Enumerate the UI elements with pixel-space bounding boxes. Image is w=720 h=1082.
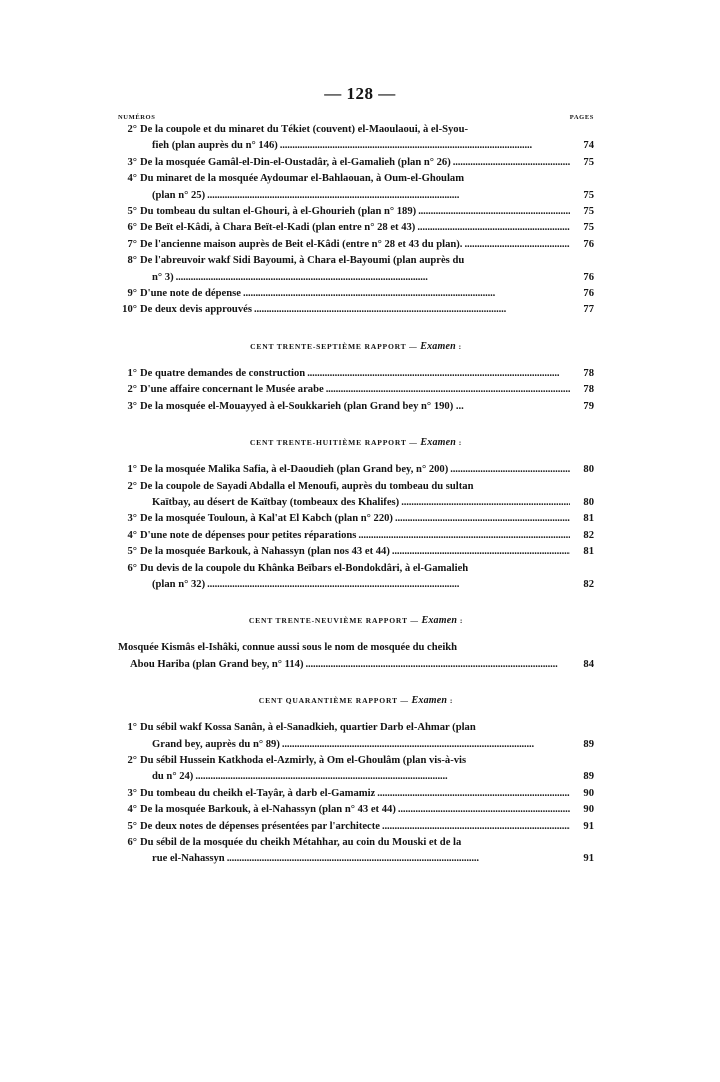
entry-page: 76 bbox=[583, 271, 594, 283]
section-heading-title: CENT QUARANTIÈME RAPPORT — bbox=[258, 696, 409, 706]
section-heading-title: CENT TRENTE-NEUVIÈME RAPPORT — bbox=[248, 616, 419, 626]
entry-page: 78 bbox=[583, 367, 594, 379]
entry-line bbox=[140, 138, 594, 154]
entry-text: De la mosquée el-Mouayyed à el-Soukkarieh (plan Grand bey n° 190) ... bbox=[140, 400, 464, 412]
entry-line bbox=[140, 122, 572, 138]
entry-text: De la coupole de Sayadi Abdalla el Menoufi, auprès du tombeau du sultan bbox=[140, 480, 474, 492]
entry-number: 3° bbox=[127, 156, 137, 168]
toc-entry bbox=[118, 382, 594, 398]
entry-text: Kaïtbay, au désert de Kaïtbay (tombeaux des Khalifes) bbox=[152, 496, 400, 508]
entry-line bbox=[140, 769, 594, 785]
toc-entry bbox=[118, 237, 594, 253]
entry-text: De la mosquée Touloun, à Kal'at El Kabch (plan n° 220) bbox=[140, 513, 393, 525]
entry-text: D'une note de dépenses pour petites réparations bbox=[140, 529, 357, 541]
entry-number: 10° bbox=[122, 304, 137, 316]
entry-text: De la coupole et du minaret du Tékiet (couvent) el-Maoulaoui, à el-Syou- bbox=[140, 124, 469, 135]
entry-number: 3° bbox=[127, 513, 137, 525]
entry-page: 84 bbox=[583, 658, 594, 670]
entry-line bbox=[140, 737, 594, 753]
toc-entry bbox=[118, 286, 594, 302]
entry-text: Grand bey, auprès du n° 89) bbox=[152, 738, 280, 750]
entry-line bbox=[140, 270, 594, 286]
section-heading bbox=[118, 341, 594, 352]
entry-line bbox=[140, 544, 594, 560]
entry-text: rue el-Nahassyn bbox=[152, 853, 225, 865]
entry-page: 75 bbox=[583, 206, 594, 218]
entry-number: 4° bbox=[127, 173, 137, 185]
entry-line bbox=[140, 835, 572, 851]
entry-text: Mosquée Kismâs el-Ishâki, connue aussi sous le nom de mosquée du cheikh bbox=[118, 642, 458, 654]
column-header-pages: PAGES bbox=[569, 114, 594, 121]
entry-number: 6° bbox=[127, 562, 137, 574]
entry-text: De deux notes de dépenses présentées par l'architecte bbox=[140, 820, 380, 832]
entry-page: 89 bbox=[583, 738, 594, 750]
entry-line bbox=[140, 204, 594, 220]
entry-line bbox=[140, 851, 594, 867]
entry-text: (plan n° 25) bbox=[152, 189, 206, 201]
toc-entry bbox=[118, 220, 594, 236]
entry-line bbox=[140, 495, 594, 511]
entry-line bbox=[140, 286, 594, 302]
table-of-contents bbox=[118, 122, 594, 868]
entry-line bbox=[118, 657, 594, 673]
entry-line bbox=[140, 802, 594, 818]
dot-leader bbox=[207, 188, 570, 204]
entry-line bbox=[140, 819, 594, 835]
toc-entry bbox=[118, 819, 594, 835]
entry-line bbox=[140, 753, 572, 769]
entry-page: 75 bbox=[583, 222, 594, 234]
entry-text: (plan n° 32) bbox=[152, 578, 206, 590]
entry-page: 77 bbox=[583, 304, 594, 316]
entry-line bbox=[140, 561, 572, 577]
entry-page: 76 bbox=[583, 288, 594, 300]
section-heading-exam: Examen bbox=[421, 615, 458, 627]
entry-page: 75 bbox=[583, 189, 594, 201]
entry-number: 2° bbox=[127, 124, 137, 135]
entry-page: 90 bbox=[583, 804, 594, 816]
dot-leader bbox=[207, 577, 570, 593]
entry-page: 75 bbox=[583, 156, 594, 168]
entry-text: Du tombeau du sultan el-Ghouri, à el-Ghourieh (plan n° 189) bbox=[140, 206, 417, 218]
dot-leader bbox=[418, 204, 570, 220]
toc-entry bbox=[118, 753, 594, 786]
entry-line bbox=[118, 640, 572, 656]
entry-number: 4° bbox=[127, 804, 137, 816]
dot-leader bbox=[464, 237, 570, 253]
dot-leader bbox=[305, 657, 570, 673]
entry-text: De la mosquée Barkouk, à Nahassyn (plan nos 43 et 44) bbox=[140, 546, 390, 558]
entry-line bbox=[140, 382, 594, 398]
dot-leader bbox=[401, 495, 570, 511]
entry-text: De la mosquée Malika Safia, à el-Daoudieh (plan Grand bey, n° 200) bbox=[140, 464, 449, 476]
entry-page: 78 bbox=[583, 384, 594, 396]
dot-leader bbox=[254, 302, 570, 318]
entry-text: fieh (plan auprès du n° 146) bbox=[152, 140, 278, 152]
entry-text: D'une note de dépense bbox=[140, 288, 241, 300]
entry-line bbox=[140, 220, 594, 236]
entry-number: 6° bbox=[127, 222, 137, 234]
entry-page: 80 bbox=[583, 496, 594, 508]
entry-page: 76 bbox=[583, 238, 594, 250]
entry-text: De Beït el-Kâdi, à Chara Beït-el-Kadi (plan entre n° 28 et 43) bbox=[140, 222, 416, 234]
entry-number: 2° bbox=[127, 384, 137, 396]
entry-text: Du devis de la coupole du Khânka Beïbars el-Bondokdâri, à el-Gamalieh bbox=[140, 562, 469, 574]
dot-leader bbox=[453, 155, 570, 171]
entry-page: 82 bbox=[583, 529, 594, 541]
entry-page: 74 bbox=[583, 140, 594, 152]
dot-leader bbox=[282, 737, 570, 753]
entry-text: D'une affaire concernant le Musée arabe bbox=[140, 384, 324, 396]
toc-entry bbox=[118, 786, 594, 802]
entry-line bbox=[140, 188, 594, 204]
entry-number: 4° bbox=[127, 529, 137, 541]
dot-leader bbox=[450, 462, 570, 478]
entry-number: 2° bbox=[127, 754, 137, 766]
entry-line bbox=[140, 511, 594, 527]
toc-entry bbox=[118, 204, 594, 220]
toc-entry bbox=[118, 528, 594, 544]
toc-entry bbox=[118, 399, 594, 415]
toc-entry bbox=[118, 561, 594, 594]
entry-line bbox=[140, 786, 594, 802]
entry-page: 89 bbox=[583, 771, 594, 783]
entry-line bbox=[140, 479, 572, 495]
dot-leader bbox=[392, 544, 570, 560]
page-number: — 128 — bbox=[324, 84, 396, 103]
toc-entry bbox=[118, 720, 594, 753]
toc-entry bbox=[118, 366, 594, 382]
section-heading-suffix: : bbox=[458, 341, 462, 351]
entry-text: n° 3) bbox=[152, 271, 174, 283]
entry-line bbox=[140, 577, 594, 593]
section-heading-suffix: : bbox=[459, 616, 464, 626]
toc-entry bbox=[118, 511, 594, 527]
entry-text: De la mosquée Barkouk, à el-Nahassyn (plan n° 43 et 44) bbox=[140, 804, 396, 816]
entry-page: 91 bbox=[583, 820, 594, 832]
entry-line bbox=[140, 155, 594, 171]
toc-entry bbox=[118, 171, 594, 204]
entry-text: De la mosquée Gamâl-el-Din-el-Oustadâr, à el-Gamalieh (plan n° 26) bbox=[140, 156, 451, 168]
entry-number: 5° bbox=[127, 206, 137, 218]
dot-leader bbox=[243, 286, 570, 302]
dot-leader bbox=[280, 138, 570, 154]
entry-line bbox=[140, 237, 594, 253]
entry-number: 8° bbox=[127, 255, 137, 267]
dot-leader bbox=[227, 851, 570, 867]
entry-number: 3° bbox=[127, 400, 137, 412]
entry-number: 1° bbox=[127, 367, 137, 379]
entry-text: De deux devis approuvés bbox=[140, 304, 252, 316]
entry-text: De l'ancienne maison auprès de Beit el-Kâdi (entre n° 28 et 43 du plan). bbox=[140, 238, 463, 250]
section-heading bbox=[118, 615, 594, 626]
entry-number: 9° bbox=[127, 288, 137, 300]
section-heading-title: CENT TRENTE-HUITIÈME RAPPORT — bbox=[249, 438, 418, 448]
toc-entry bbox=[118, 155, 594, 171]
entry-line bbox=[140, 253, 572, 269]
entry-text: Abou Hariba (plan Grand bey, n° 114) bbox=[130, 658, 304, 670]
dot-leader bbox=[417, 220, 570, 236]
entry-page: 80 bbox=[583, 464, 594, 476]
entry-text: du n° 24) bbox=[152, 771, 194, 783]
entry-number: 5° bbox=[127, 546, 137, 558]
entry-number: 2° bbox=[127, 480, 137, 492]
entry-text: Du sébil de la mosquée du cheikh Métahhar, au coin du Mouski et de la bbox=[140, 837, 462, 848]
entry-line bbox=[140, 366, 594, 382]
section-heading-exam: Examen bbox=[411, 695, 448, 707]
entry-line bbox=[140, 171, 572, 187]
entry-number: 1° bbox=[127, 464, 137, 476]
entry-number: 6° bbox=[127, 837, 137, 848]
entry-page: 81 bbox=[583, 546, 594, 558]
toc-entry bbox=[118, 835, 594, 868]
toc-entry bbox=[118, 253, 594, 286]
entry-line bbox=[140, 720, 572, 736]
entry-page: 90 bbox=[583, 787, 594, 799]
entry-number: 5° bbox=[127, 820, 137, 832]
section-heading-suffix: : bbox=[458, 438, 463, 448]
dot-leader bbox=[382, 819, 570, 835]
entry-text: De quatre demandes de construction bbox=[140, 367, 306, 379]
section-heading-suffix: : bbox=[449, 696, 454, 706]
entry-line bbox=[140, 462, 594, 478]
dot-leader bbox=[307, 366, 570, 382]
entry-page: 81 bbox=[583, 513, 594, 525]
section-heading-exam: Examen bbox=[420, 340, 456, 352]
entry-page: 79 bbox=[583, 400, 594, 412]
entry-line bbox=[140, 302, 594, 318]
section-heading bbox=[118, 437, 594, 448]
toc-entry bbox=[118, 544, 594, 560]
dot-leader bbox=[195, 769, 570, 785]
entry-text: Du sébil Hussein Katkhoda el-Azmirly, à Om el-Ghoulâm (plan vis-à-vis bbox=[140, 754, 467, 766]
dot-leader bbox=[377, 786, 570, 802]
toc-entry bbox=[118, 122, 594, 155]
entry-page: 91 bbox=[583, 853, 594, 865]
column-header-numbers: NUMÉROS bbox=[118, 114, 156, 121]
dot-leader bbox=[358, 528, 570, 544]
entry-line bbox=[140, 528, 594, 544]
entry-line bbox=[140, 399, 594, 415]
entry-number: 7° bbox=[127, 238, 137, 250]
toc-entry bbox=[118, 462, 594, 478]
dot-leader bbox=[395, 511, 570, 527]
entry-number: 1° bbox=[127, 722, 137, 734]
entry-page: 82 bbox=[583, 578, 594, 590]
dot-leader bbox=[398, 802, 570, 818]
entry-text: Du minaret de la mosquée Aydoumar el-Bahlaouan, à Oum-el-Ghoulam bbox=[140, 173, 465, 185]
section-heading-exam: Examen bbox=[420, 437, 457, 449]
toc-entry bbox=[118, 802, 594, 818]
dot-leader bbox=[176, 270, 570, 286]
entry-text: Du sébil wakf Kossa Sanân, à el-Sanadkieh, quartier Darb el-Ahmar (plan bbox=[140, 722, 476, 734]
entry-text: Du tombeau du cheikh el-Tayâr, à darb el-Gamamiz bbox=[140, 787, 376, 799]
section-heading-title: CENT TRENTE-SEPTIÈME RAPPORT — bbox=[250, 341, 418, 351]
entry-number: 3° bbox=[127, 787, 137, 799]
entry-text: De l'abreuvoir wakf Sidi Bayoumi, à Chara el-Bayoumi (plan auprès du bbox=[140, 255, 465, 267]
toc-entry bbox=[118, 640, 594, 673]
dot-leader bbox=[326, 382, 570, 398]
toc-entry bbox=[118, 479, 594, 512]
toc-entry bbox=[118, 302, 594, 318]
section-heading bbox=[118, 695, 594, 706]
